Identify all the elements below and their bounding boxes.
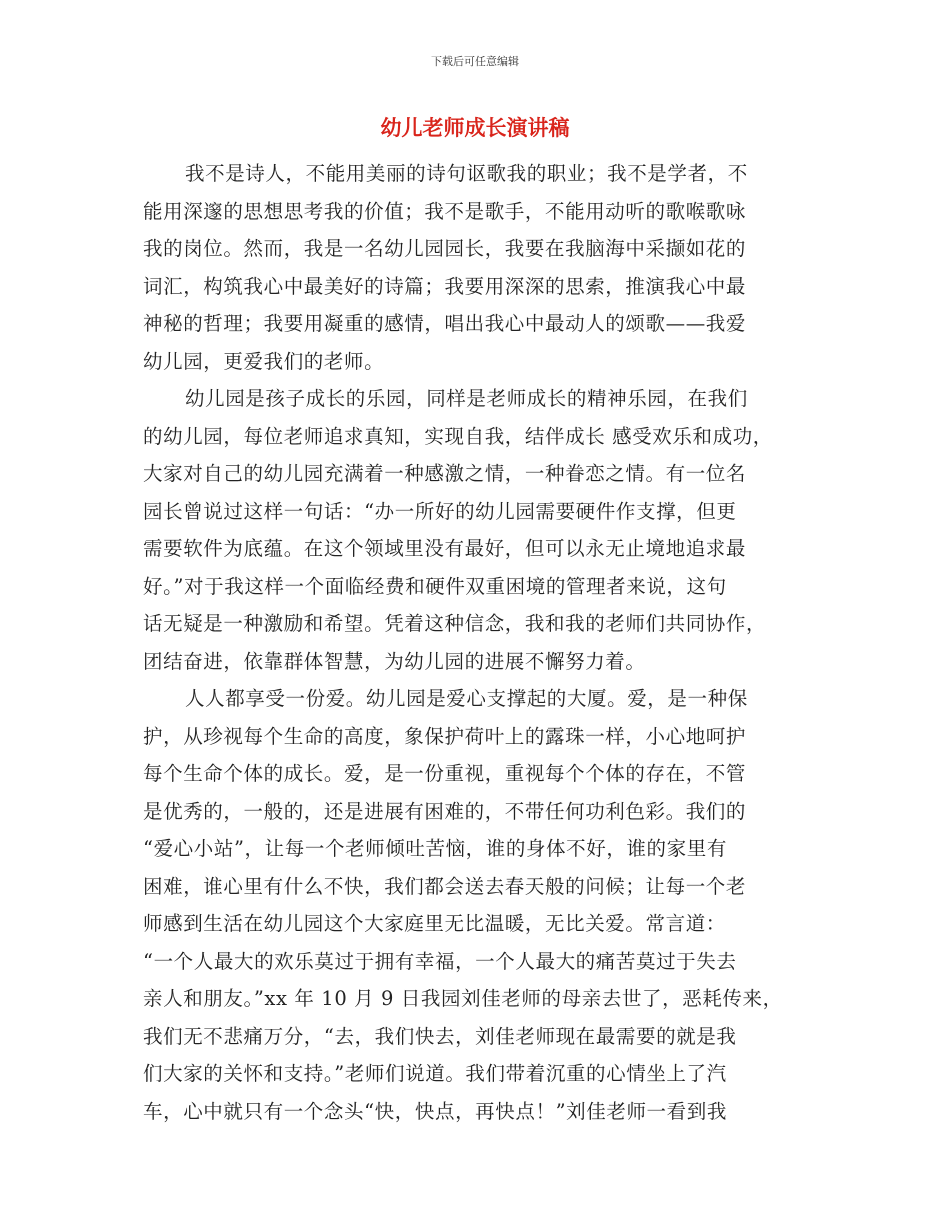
text-line: 我的岗位。然而，我是一名幼儿园园长，我要在我脑海中采撷如花的: [143, 237, 747, 260]
text-line: 人人都享受一份爱。幼儿园是爱心支撑起的大厦。爱，是一种保: [185, 687, 748, 710]
page-header: 下载后可任意编辑: [431, 55, 519, 68]
text-line: 幼儿园，更爱我们的老师。: [143, 349, 385, 373]
text-line: 园长曾说过这样一句话：“办一所好的幼儿园需要硬件作支撑，但更: [143, 499, 737, 523]
document-title: 幼儿老师成长演讲稿: [380, 116, 570, 140]
text-line: 是优秀的，一般的，还是进展有困难的，不带任何功利色彩。我们的: [143, 799, 747, 823]
text-line: 们大家的关怀和支持。”老师们说道。我们带着沉重的心情坐上了汽: [143, 1062, 727, 1085]
text-line: 困难，谁心里有什么不快，我们都会送去春天般的问候；让每一个老: [143, 874, 747, 898]
text-line: 师感到生活在幼儿园这个大家庭里无比温暖，无比关爱。常言道：: [143, 912, 726, 935]
text-line: 神秘的哲理；我要用凝重的感情，唱出我心中最动人的颂歌——我爱: [143, 312, 747, 335]
text-line: 的幼儿园，每位老师追求真知，实现自我，结伴成长 感受欢乐和成功，: [143, 424, 773, 448]
text-line: 车，心中就只有一个念头“快，快点，再快点！”刘佳老师一看到我: [143, 1099, 727, 1123]
text-line: 词汇，构筑我心中最美好的诗篇；我要用深深的思索，推演我心中最: [143, 274, 747, 298]
text-line: 需要软件为底蕴。在这个领域里没有最好，但可以永无止境地追求最: [143, 537, 747, 560]
text-line: 幼儿园是孩子成长的乐园，同样是老师成长的精神乐园，在我们: [185, 387, 748, 410]
text-line: 我们无不悲痛万分，“去，我们快去，刘佳老师现在最需要的就是我: [143, 1024, 737, 1048]
text-line: 能用深邃的思想思考我的价值；我不是歌手，不能用动听的歌喉歌咏: [143, 199, 747, 223]
document-body: [143, 155, 803, 1130]
text-line: “爱心小站”，让每一个老师倾吐苦恼，谁的身体不好，谁的家里有: [143, 837, 727, 860]
text-line: 话无疑是一种激励和希望。凭着这种信念，我和我的老师们共同协作，: [143, 612, 767, 635]
text-line: 我不是诗人，不能用美丽的诗句讴歌我的职业；我不是学者，不: [185, 162, 748, 185]
text-line: 护，从珍视每个生命的高度，象保护荷叶上的露珠一样，小心地呵护: [143, 724, 747, 748]
text-line: “一个人最大的欢乐莫过于拥有幸福，一个人最大的痛苦莫过于失去: [143, 949, 737, 973]
text-line: 团结奋进，依靠群体智慧，为幼儿园的进展不懈努力着。: [143, 649, 646, 673]
text-line: 大家对自己的幼儿园充满着一种感激之情，一种眷恋之情。有一位名: [143, 462, 747, 485]
text-line: 亲人和朋友。”xx 年 10 月 9 日我园刘佳老师的母亲去世了，恶耗传来，: [143, 987, 783, 1010]
text-line: 每个生命个体的成长。爱，是一份重视，重视每个个体的存在，不管: [143, 762, 747, 785]
text-line: 好。”对于我这样一个面临经费和硬件双重困境的管理者来说，这句: [143, 574, 727, 598]
